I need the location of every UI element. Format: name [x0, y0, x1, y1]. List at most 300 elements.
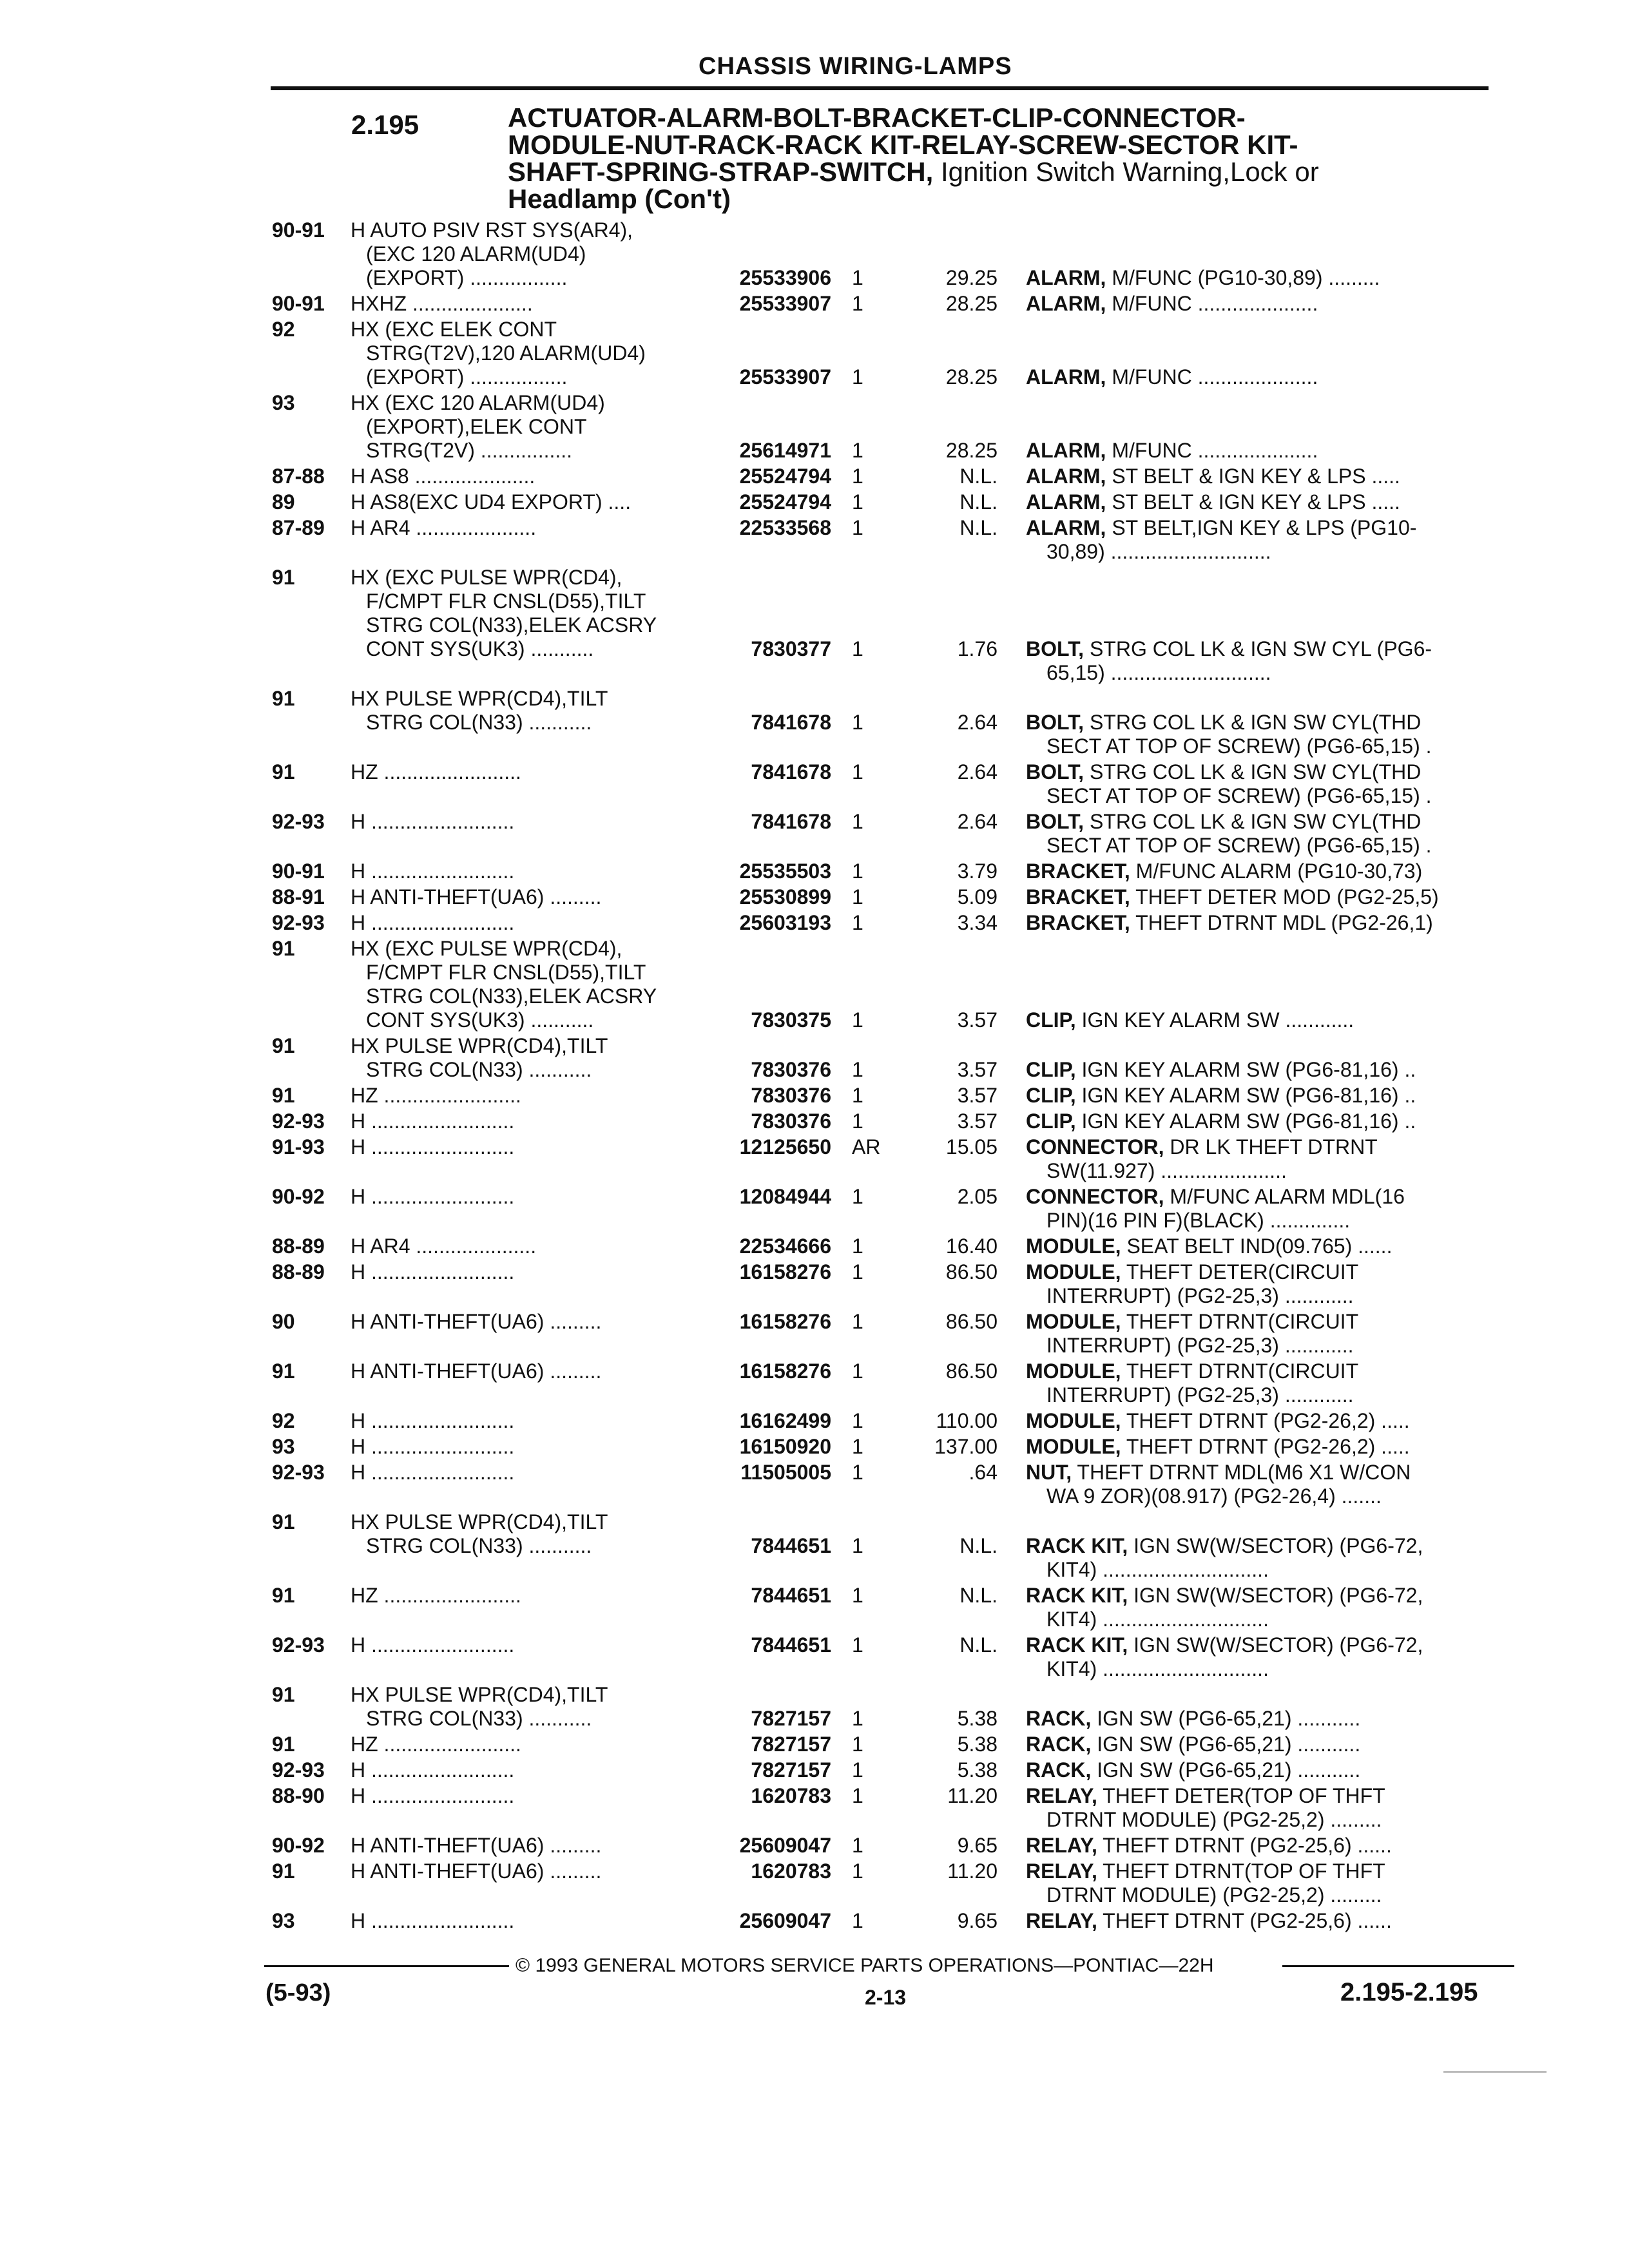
row-description-line: (EXPORT) .................	[366, 266, 568, 289]
row-quantity: 1	[852, 490, 863, 514]
row-description-line: STRG COL(N33),ELEK ACSRY	[366, 613, 657, 637]
row-item-text: M/FUNC .....................	[1112, 439, 1318, 462]
row-item-line: SECT AT TOP OF SCREW) (PG6-65,15) .	[1046, 834, 1432, 857]
row-item-line	[1026, 1733, 1360, 1755]
row-item-category: NUT,	[1026, 1461, 1072, 1484]
header-rule	[271, 86, 1489, 90]
row-price: 9.65	[957, 1834, 998, 1857]
row-item-line	[1026, 1535, 1423, 1557]
row-price: N.L.	[959, 1584, 998, 1607]
row-price: 11.20	[947, 1784, 998, 1807]
row-item-line	[1026, 1436, 1410, 1457]
row-item-line	[1026, 267, 1380, 289]
row-item-text: STRG COL LK & IGN SW CYL(THD	[1089, 760, 1422, 783]
footer-section-range: 2.195-2.195	[1340, 1978, 1478, 2006]
row-quantity: 1	[852, 1008, 863, 1032]
row-description-line: STRG COL(N33) ...........	[366, 1058, 592, 1081]
row-item-category: MODULE,	[1026, 1310, 1121, 1333]
row-price: 3.57	[957, 1084, 998, 1107]
row-item-text: THEFT DTRNT(CIRCUIT	[1126, 1360, 1359, 1383]
row-price: 110.00	[936, 1409, 998, 1432]
row-year: 87-89	[272, 516, 325, 539]
row-price: 3.34	[957, 911, 998, 934]
row-part-number: 25609047	[739, 1909, 831, 1932]
row-price: 86.50	[945, 1310, 998, 1333]
row-item-line	[1026, 1009, 1354, 1031]
row-item-category: ALARM,	[1026, 365, 1106, 389]
row-item-text: IGN KEY ALARM SW (PG6-81,16) ..	[1081, 1110, 1416, 1133]
row-part-number: 7830377	[751, 637, 831, 660]
section-title-line-1: ACTUATOR-ALARM-BOLT-BRACKET-CLIP-CONNECTOR-	[508, 102, 1246, 133]
row-part-number: 25524794	[739, 465, 831, 488]
row-description-line: HZ ........................	[351, 1584, 521, 1607]
row-part-number: 25614971	[739, 439, 831, 462]
row-description-line: H AUTO PSIV RST SYS(AR4),	[351, 218, 633, 242]
section-title-line-2: MODULE-NUT-RACK-RACK KIT-RELAY-SCREW-SECTOR KIT-	[508, 130, 1298, 160]
row-description-line: F/CMPT FLR CNSL(D55),TILT	[366, 590, 646, 613]
row-item-line	[1026, 439, 1318, 461]
row-description-line: H .........................	[351, 1435, 515, 1458]
row-item-line: KIT4) .............................	[1046, 1608, 1269, 1631]
row-item-category: ALARM,	[1026, 439, 1106, 462]
row-part-number: 16158276	[739, 1260, 831, 1283]
row-part-number: 7827157	[751, 1758, 831, 1782]
row-item-line	[1026, 1360, 1358, 1382]
row-item-text: ST BELT & IGN KEY & LPS .....	[1112, 465, 1400, 488]
row-item-text: M/FUNC .....................	[1112, 365, 1318, 389]
row-item-line	[1026, 1785, 1385, 1807]
row-item-line: SECT AT TOP OF SCREW) (PG6-65,15) .	[1046, 784, 1432, 807]
row-item-category: BOLT,	[1026, 711, 1084, 734]
row-year: 89	[272, 490, 295, 514]
row-item-line: INTERRUPT) (PG2-25,3) ............	[1046, 1284, 1354, 1307]
row-item-line: DTRNT MODULE) (PG2-25,2) .........	[1046, 1883, 1382, 1907]
row-description-line: CONT SYS(UK3) ...........	[366, 637, 594, 660]
row-year: 88-89	[272, 1260, 325, 1283]
row-quantity: 1	[852, 1707, 863, 1730]
row-year: 93	[272, 391, 295, 414]
row-part-number: 25533906	[739, 266, 831, 289]
row-item-text: THEFT DETER(CIRCUIT	[1126, 1260, 1359, 1283]
row-price: 5.09	[957, 885, 998, 908]
row-year: 92	[272, 318, 295, 341]
row-item-category: MODULE,	[1026, 1360, 1121, 1383]
row-item-text: STRG COL LK & IGN SW CYL(THD	[1089, 810, 1422, 833]
row-item-category: RELAY,	[1026, 1860, 1097, 1883]
row-item-line	[1026, 1311, 1358, 1332]
row-item-text: IGN SW(W/SECTOR) (PG6-72,	[1133, 1633, 1423, 1657]
row-description-line: H ANTI-THEFT(UA6) .........	[351, 1834, 602, 1857]
row-item-text: SEAT BELT IND(09.765) ......	[1126, 1235, 1393, 1258]
row-item-text: ST BELT & IGN KEY & LPS .....	[1112, 490, 1400, 514]
row-year: 93	[272, 1435, 295, 1458]
row-description-line: HX (EXC PULSE WPR(CD4),	[351, 566, 622, 589]
row-year: 92-93	[272, 810, 325, 833]
section-title-line-3	[508, 159, 1474, 186]
row-description-line: HX PULSE WPR(CD4),TILT	[351, 1034, 608, 1057]
row-item-category: ALARM,	[1026, 292, 1106, 315]
row-item-category: CLIP,	[1026, 1058, 1076, 1081]
row-description-line: STRG(T2V) ................	[366, 439, 573, 462]
row-quantity: 1	[852, 637, 863, 660]
row-item-line	[1026, 1707, 1360, 1729]
row-part-number: 7841678	[751, 810, 831, 833]
row-item-text: THEFT DTRNT (PG2-25,6) ......	[1103, 1909, 1392, 1932]
row-quantity: 1	[852, 292, 863, 315]
row-item-line	[1026, 638, 1432, 660]
row-item-category: ALARM,	[1026, 490, 1106, 514]
row-part-number: 7830375	[751, 1008, 831, 1032]
row-description-line: H .........................	[351, 1909, 515, 1932]
row-description-line: STRG COL(N33) ...........	[366, 1707, 592, 1730]
row-item-category: MODULE,	[1026, 1409, 1121, 1432]
row-item-text: THEFT DETER MOD (PG2-25,5)	[1135, 885, 1439, 908]
row-price: 86.50	[945, 1360, 998, 1383]
row-price: 2.64	[957, 760, 998, 783]
row-description-line: H .........................	[351, 860, 515, 883]
row-item-line	[1026, 1461, 1411, 1483]
row-item-line	[1026, 1860, 1385, 1882]
row-item-category: ALARM,	[1026, 465, 1106, 488]
row-description-line: STRG COL(N33),ELEK ACSRY	[366, 985, 657, 1008]
row-price: 28.25	[945, 439, 998, 462]
row-description-line: H .........................	[351, 810, 515, 833]
row-part-number: 12125650	[739, 1135, 831, 1158]
row-price: 5.38	[957, 1733, 998, 1756]
row-item-line	[1026, 811, 1421, 832]
row-item-category: CLIP,	[1026, 1008, 1076, 1032]
row-description-line: H ANTI-THEFT(UA6) .........	[351, 885, 602, 908]
row-item-text: THEFT DTRNT (PG2-25,6) ......	[1103, 1834, 1392, 1857]
row-item-category: BOLT,	[1026, 637, 1084, 660]
row-year: 91	[272, 1584, 295, 1607]
row-year: 88-89	[272, 1235, 325, 1258]
row-item-line	[1026, 1059, 1416, 1081]
row-price: 86.50	[945, 1260, 998, 1283]
row-quantity: 1	[852, 711, 863, 734]
row-description-line: H ANTI-THEFT(UA6) .........	[351, 1360, 602, 1383]
row-price: 2.64	[957, 810, 998, 833]
row-item-text: IGN SW(W/SECTOR) (PG6-72,	[1133, 1534, 1423, 1557]
row-item-category: ALARM,	[1026, 516, 1106, 539]
row-price: 3.57	[957, 1008, 998, 1032]
row-description-line: H AS8(EXC UD4 EXPORT) ....	[351, 490, 631, 514]
row-item-category: RELAY,	[1026, 1909, 1097, 1932]
row-quantity: 1	[852, 1310, 863, 1333]
row-part-number: 16158276	[739, 1310, 831, 1333]
row-quantity: 1	[852, 1360, 863, 1383]
row-quantity: 1	[852, 1860, 863, 1883]
row-part-number: 22534666	[739, 1235, 831, 1258]
row-description-line: HX PULSE WPR(CD4),TILT	[351, 1510, 608, 1533]
row-item-category: CONNECTOR,	[1026, 1185, 1164, 1208]
row-description-line: H .........................	[351, 911, 515, 934]
row-item-text: IGN KEY ALARM SW (PG6-81,16) ..	[1081, 1058, 1416, 1081]
row-year: 91	[272, 1034, 295, 1057]
row-quantity: 1	[852, 1534, 863, 1557]
row-description-line: CONT SYS(UK3) ...........	[366, 1008, 594, 1032]
row-description-line: H .........................	[351, 1758, 515, 1782]
row-part-number: 16162499	[739, 1409, 831, 1432]
row-quantity: 1	[852, 1185, 863, 1208]
row-description-line: H .........................	[351, 1135, 515, 1158]
row-item-text: STRG COL LK & IGN SW CYL(THD	[1089, 711, 1422, 734]
row-description-line: STRG COL(N33) ...........	[366, 1534, 592, 1557]
row-item-text: THEFT DTRNT (PG2-26,2) .....	[1126, 1409, 1410, 1432]
row-year: 91-93	[272, 1135, 325, 1158]
footer-rule-left	[264, 1965, 509, 1967]
row-year: 92-93	[272, 1633, 325, 1657]
row-item-text: THEFT DTRNT (PG2-26,2) .....	[1126, 1435, 1410, 1458]
row-year: 91	[272, 1510, 295, 1533]
row-quantity: 1	[852, 1834, 863, 1857]
row-price: 5.38	[957, 1758, 998, 1782]
row-item-line	[1026, 1634, 1423, 1656]
row-quantity: 1	[852, 911, 863, 934]
row-price: 3.57	[957, 1058, 998, 1081]
row-description-line: H AR4 .....................	[351, 516, 537, 539]
row-quantity: 1	[852, 516, 863, 539]
row-quantity: AR	[852, 1135, 881, 1158]
row-item-category: RELAY,	[1026, 1834, 1097, 1857]
row-quantity: 1	[852, 365, 863, 389]
row-quantity: 1	[852, 885, 863, 908]
row-quantity: 1	[852, 1058, 863, 1081]
row-year: 90	[272, 1310, 295, 1333]
row-part-number: 25535503	[739, 860, 831, 883]
row-quantity: 1	[852, 1633, 863, 1657]
row-item-category: BRACKET,	[1026, 860, 1130, 883]
row-price: N.L.	[959, 465, 998, 488]
row-item-category: RACK KIT,	[1026, 1584, 1128, 1607]
row-item-line: KIT4) .............................	[1046, 1558, 1269, 1581]
page-header-title: CHASSIS WIRING-LAMPS	[699, 53, 1012, 80]
row-year: 92-93	[272, 1758, 325, 1782]
row-item-text: STRG COL LK & IGN SW CYL (PG6-	[1089, 637, 1432, 660]
row-item-line	[1026, 1235, 1392, 1257]
row-description-line: HZ ........................	[351, 1733, 521, 1756]
row-item-line	[1026, 491, 1400, 513]
row-year: 87-88	[272, 465, 325, 488]
row-item-line	[1026, 293, 1318, 314]
row-part-number: 7841678	[751, 711, 831, 734]
row-part-number: 7827157	[751, 1707, 831, 1730]
row-part-number: 7841678	[751, 760, 831, 783]
row-item-category: CONNECTOR,	[1026, 1135, 1164, 1158]
row-year: 91	[272, 760, 295, 783]
row-quantity: 1	[852, 1758, 863, 1782]
row-quantity: 1	[852, 810, 863, 833]
row-part-number: 7844651	[751, 1633, 831, 1657]
row-description-line: HZ ........................	[351, 1084, 521, 1107]
row-year: 91	[272, 1360, 295, 1383]
row-year: 90-91	[272, 860, 325, 883]
row-price: N.L.	[959, 1534, 998, 1557]
row-item-text: THEFT DTRNT MDL(M6 X1 W/CON	[1077, 1461, 1411, 1484]
section-number: 2.195	[351, 110, 419, 140]
row-year: 88-91	[272, 885, 325, 908]
row-item-category: BRACKET,	[1026, 911, 1130, 934]
row-item-category: RACK KIT,	[1026, 1534, 1128, 1557]
row-description-line: H AR4 .....................	[351, 1235, 537, 1258]
row-item-text: M/FUNC ALARM (PG10-30,73)	[1135, 860, 1423, 883]
row-part-number: 7830376	[751, 1058, 831, 1081]
row-description-line: HXHZ .....................	[351, 292, 533, 315]
row-year: 92-93	[272, 1461, 325, 1484]
row-item-text: ST BELT,IGN KEY & LPS (PG10-	[1112, 516, 1417, 539]
row-price: 16.40	[945, 1235, 998, 1258]
row-description-line: STRG(T2V),120 ALARM(UD4)	[366, 341, 646, 365]
row-description-line: H .........................	[351, 1185, 515, 1208]
row-item-text: DR LK THEFT DTRNT	[1170, 1135, 1378, 1158]
row-quantity: 1	[852, 1435, 863, 1458]
row-description-line: H .........................	[351, 1409, 515, 1432]
row-quantity: 1	[852, 1409, 863, 1432]
row-description-line: H AS8 .....................	[351, 465, 535, 488]
row-item-line	[1026, 1410, 1410, 1432]
row-price: 3.57	[957, 1110, 998, 1133]
row-item-category: MODULE,	[1026, 1435, 1121, 1458]
row-item-category: CLIP,	[1026, 1110, 1076, 1133]
row-item-line: 65,15) ............................	[1046, 661, 1271, 684]
row-quantity: 1	[852, 266, 863, 289]
row-item-line	[1026, 1834, 1392, 1856]
row-price: .64	[969, 1461, 998, 1484]
row-description-line: HX (EXC ELEK CONT	[351, 318, 557, 341]
row-year: 91	[272, 1084, 295, 1107]
row-item-line: SECT AT TOP OF SCREW) (PG6-65,15) .	[1046, 735, 1432, 758]
row-price: 11.20	[947, 1860, 998, 1883]
row-item-line	[1026, 1759, 1360, 1781]
row-quantity: 1	[852, 760, 863, 783]
row-item-text: THEFT DTRNT(CIRCUIT	[1126, 1310, 1359, 1333]
row-description-line: H .........................	[351, 1260, 515, 1283]
row-description-line: HX PULSE WPR(CD4),TILT	[351, 1683, 608, 1706]
row-item-line: 30,89) ............................	[1046, 540, 1271, 563]
scan-artifact-line	[1443, 2071, 1547, 2073]
row-description-line: HX (EXC PULSE WPR(CD4),	[351, 937, 622, 960]
row-quantity: 1	[852, 1260, 863, 1283]
row-quantity: 1	[852, 465, 863, 488]
row-quantity: 1	[852, 1110, 863, 1133]
row-item-text: IGN KEY ALARM SW (PG6-81,16) ..	[1081, 1084, 1416, 1107]
row-year: 91	[272, 1683, 295, 1706]
row-part-number: 16150920	[739, 1435, 831, 1458]
row-item-category: RACK,	[1026, 1733, 1092, 1756]
row-price: 2.05	[957, 1185, 998, 1208]
row-item-text: M/FUNC .....................	[1112, 292, 1318, 315]
section-title-line-3-bold: SHAFT-SPRING-STRAP-SWITCH,	[508, 157, 934, 187]
row-description-line: (EXC 120 ALARM(UD4)	[366, 242, 586, 265]
row-item-category: CLIP,	[1026, 1084, 1076, 1107]
row-item-category: MODULE,	[1026, 1235, 1121, 1258]
row-item-category: RACK KIT,	[1026, 1633, 1128, 1657]
row-description-line: H ANTI-THEFT(UA6) .........	[351, 1310, 602, 1333]
row-price: 1.76	[957, 637, 998, 660]
row-price: 5.38	[957, 1707, 998, 1730]
row-item-line	[1026, 1261, 1358, 1283]
row-part-number: 25533907	[739, 292, 831, 315]
row-year: 88-90	[272, 1784, 325, 1807]
row-item-line	[1026, 1084, 1416, 1106]
row-item-line	[1026, 1584, 1423, 1606]
row-part-number: 7830376	[751, 1110, 831, 1133]
row-part-number: 25603193	[739, 911, 831, 934]
row-item-text: IGN SW (PG6-65,21) ...........	[1097, 1758, 1361, 1782]
row-item-text: THEFT DETER(TOP OF THFT	[1103, 1784, 1385, 1807]
row-description-line: HX (EXC 120 ALARM(UD4)	[351, 391, 605, 414]
row-item-text: THEFT DTRNT(TOP OF THFT	[1103, 1860, 1385, 1883]
row-item-line	[1026, 1910, 1392, 1932]
row-part-number: 25530899	[739, 885, 831, 908]
row-part-number: 1620783	[751, 1860, 831, 1883]
row-item-category: BOLT,	[1026, 810, 1084, 833]
row-quantity: 1	[852, 1733, 863, 1756]
row-year: 91	[272, 1733, 295, 1756]
row-quantity: 1	[852, 1584, 863, 1607]
row-item-line	[1026, 517, 1416, 539]
row-item-category: RACK,	[1026, 1758, 1092, 1782]
row-part-number: 11505005	[740, 1461, 831, 1484]
row-item-text: IGN SW (PG6-65,21) ...........	[1097, 1707, 1361, 1730]
row-quantity: 1	[852, 1784, 863, 1807]
row-year: 90-91	[272, 292, 325, 315]
row-item-line: SW(11.927) ......................	[1046, 1159, 1287, 1182]
row-year: 92-93	[272, 1110, 325, 1133]
row-price: 29.25	[945, 266, 998, 289]
row-year: 92	[272, 1409, 295, 1432]
row-part-number: 7844651	[751, 1534, 831, 1557]
row-year: 91	[272, 687, 295, 710]
row-description-line: (EXPORT) .................	[366, 365, 568, 389]
row-item-line	[1026, 1136, 1378, 1158]
row-item-line: INTERRUPT) (PG2-25,3) ............	[1046, 1383, 1354, 1407]
row-description-line: STRG COL(N33) ...........	[366, 711, 592, 734]
row-quantity: 1	[852, 439, 863, 462]
row-item-text: M/FUNC ALARM MDL(16	[1170, 1185, 1405, 1208]
row-part-number: 7827157	[751, 1733, 831, 1756]
row-item-line: PIN)(16 PIN F)(BLACK) ..............	[1046, 1209, 1351, 1232]
row-description-line: H .........................	[351, 1633, 515, 1657]
row-item-text: IGN KEY ALARM SW ............	[1081, 1008, 1354, 1032]
footer-rule-right	[1282, 1965, 1514, 1967]
row-item-line	[1026, 761, 1421, 783]
row-item-text: IGN SW(W/SECTOR) (PG6-72,	[1133, 1584, 1423, 1607]
row-item-line: DTRNT MODULE) (PG2-25,2) .........	[1046, 1808, 1382, 1831]
row-item-line	[1026, 366, 1318, 388]
row-item-line	[1026, 912, 1433, 934]
row-description-line: HX PULSE WPR(CD4),TILT	[351, 687, 608, 710]
row-year: 91	[272, 566, 295, 589]
row-part-number: 25524794	[739, 490, 831, 514]
row-part-number: 25533907	[739, 365, 831, 389]
section-title	[508, 104, 1474, 213]
row-item-category: RELAY,	[1026, 1784, 1097, 1807]
row-part-number: 25609047	[739, 1834, 831, 1857]
footer-copyright: © 1993 GENERAL MOTORS SERVICE PARTS OPERATIONS—PONTIAC—22H	[516, 1955, 1214, 1976]
row-price: N.L.	[959, 1633, 998, 1657]
row-quantity: 1	[852, 1909, 863, 1932]
row-description-line: (EXPORT),ELEK CONT	[366, 415, 587, 438]
row-description-line: HZ ........................	[351, 760, 521, 783]
row-description-line: F/CMPT FLR CNSL(D55),TILT	[366, 961, 646, 984]
row-item-category: BOLT,	[1026, 760, 1084, 783]
row-item-category: MODULE,	[1026, 1260, 1121, 1283]
row-price: 28.25	[945, 365, 998, 389]
row-year: 90-92	[272, 1185, 325, 1208]
row-item-text: THEFT DTRNT MDL (PG2-26,1)	[1135, 911, 1433, 934]
row-item-line	[1026, 711, 1421, 733]
